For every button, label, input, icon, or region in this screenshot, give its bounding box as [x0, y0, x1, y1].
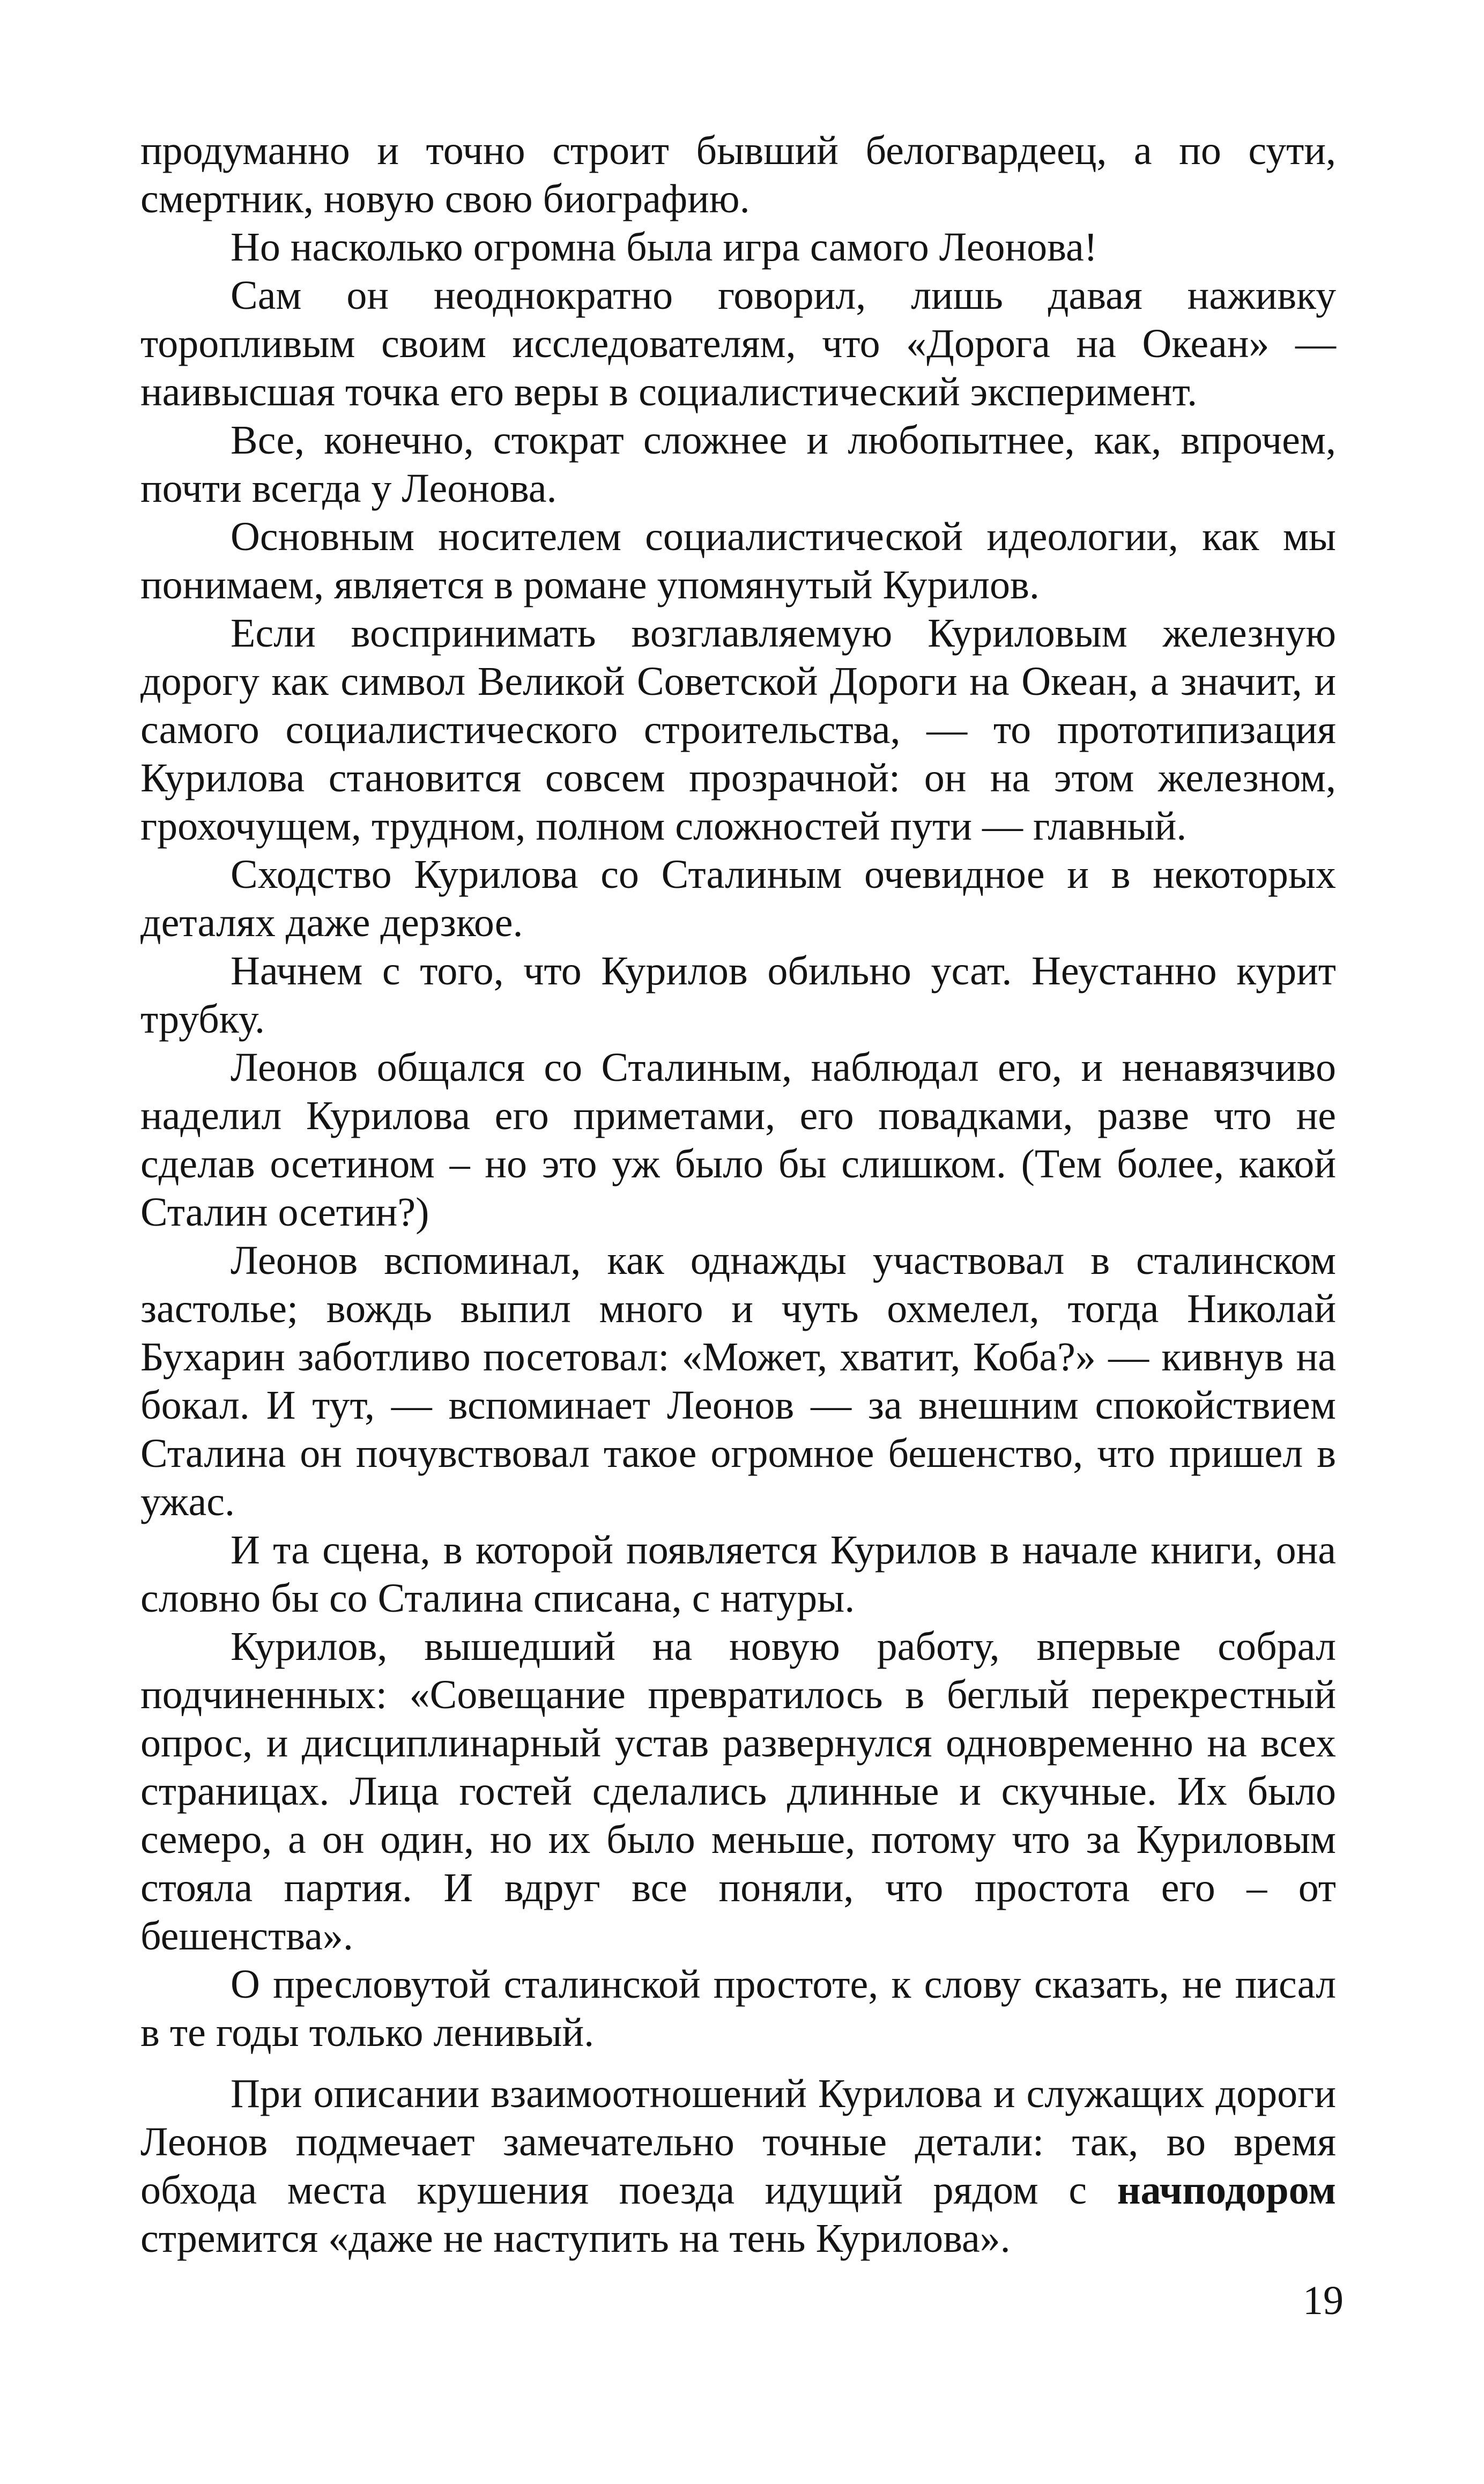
- page-body: [140, 127, 1336, 2263]
- paragraph-14: [140, 2070, 1336, 2263]
- paragraph-5: Основным носителем социалистической идеологии, как мы понимаем, является в романе упомянутый Курилов.: [140, 514, 1336, 607]
- paragraph-9: Леонов общался со Сталиным, наблюдал его, и ненавязчиво наделил Курилова его приметами, его повадками, разве что не сделав осетином – но это уж было бы слишком. (Тем более, какой Сталин осетин?): [140, 1045, 1336, 1235]
- paragraph-10: Леонов вспоминал, как однажды участвовал в сталинском застолье; вождь выпил много и чуть охмелел, тогда Николай Бухарин заботливо посетовал: «Может, хватит, Коба?» — кивнув на бокал. И тут, — вспоминает Леонов — за внешним спокойствием Сталина он почувствовал такое огромное бешенство, что пришел в ужас.: [140, 1238, 1336, 1524]
- paragraph-14-text-end: стремится «даже не наступить на тень Курилова».: [140, 2216, 1011, 2261]
- paragraph-6: Если воспринимать возглавляемую Куриловым железную дорогу как символ Великой Советской Дороги на Океан, а значит, и самого социалистического строительства, — то прототипизация Курилова становится совсем прозрачной: он на этом железном, грохочущем, трудном, полном сложностей пути — главный.: [140, 611, 1336, 849]
- paragraph-8: Начнем с того, что Курилов обильно усат. Неустанно курит трубку.: [140, 948, 1336, 1042]
- paragraph-11: И та сцена, в которой появляется Курилов в начале книги, она словно бы со Сталина списана, с натуры.: [140, 1528, 1336, 1621]
- page-number: 19: [1303, 2278, 1344, 2323]
- paragraph-4: Все, конечно, стократ сложнее и любопытнее, как, впрочем, почти всегда у Леонова.: [140, 418, 1336, 511]
- emphasized-word: начподором: [1117, 2168, 1336, 2213]
- paragraph-7: Сходство Курилова со Сталиным очевидное и в некоторых деталях даже дерзкое.: [140, 852, 1336, 945]
- paragraph-2: Но насколько огромна была игра самого Леонова!: [231, 225, 1098, 270]
- paragraph-12: Курилов, вышедший на новую работу, впервые собрал подчиненных: «Совещание превратилось в беглый перекрестный опрос, и дисциплинарный устав развернулся одновременно на всех страницах. Лица гостей сделались длинные и скучные. Их было семеро, а он один, но их было меньше, потому что за Куриловым стояла партия. И вдруг все поняли, что простота его – от бешенства».: [140, 1624, 1336, 1959]
- paragraph-13: О пресловутой сталинской простоте, к слову сказать, не писал в те годы только ленивый.: [140, 1962, 1336, 2055]
- paragraph-14-text-start: При описании взаимоотношений Курилова и служащих дороги Леонов подмечает замечательно точные детали: так, во время обхода места крушения поезда идущий рядом с: [140, 2071, 1336, 2213]
- paragraph-3: Сам он неоднократно говорил, лишь давая наживку торопливым своим исследователям, что «Дорога на Океан» — наивысшая точка его веры в социалистический эксперимент.: [140, 273, 1336, 414]
- paragraph-1: продуманно и точно строит бывший белогвардеец, а по сути, смертник, новую свою биографию.: [140, 128, 1336, 221]
